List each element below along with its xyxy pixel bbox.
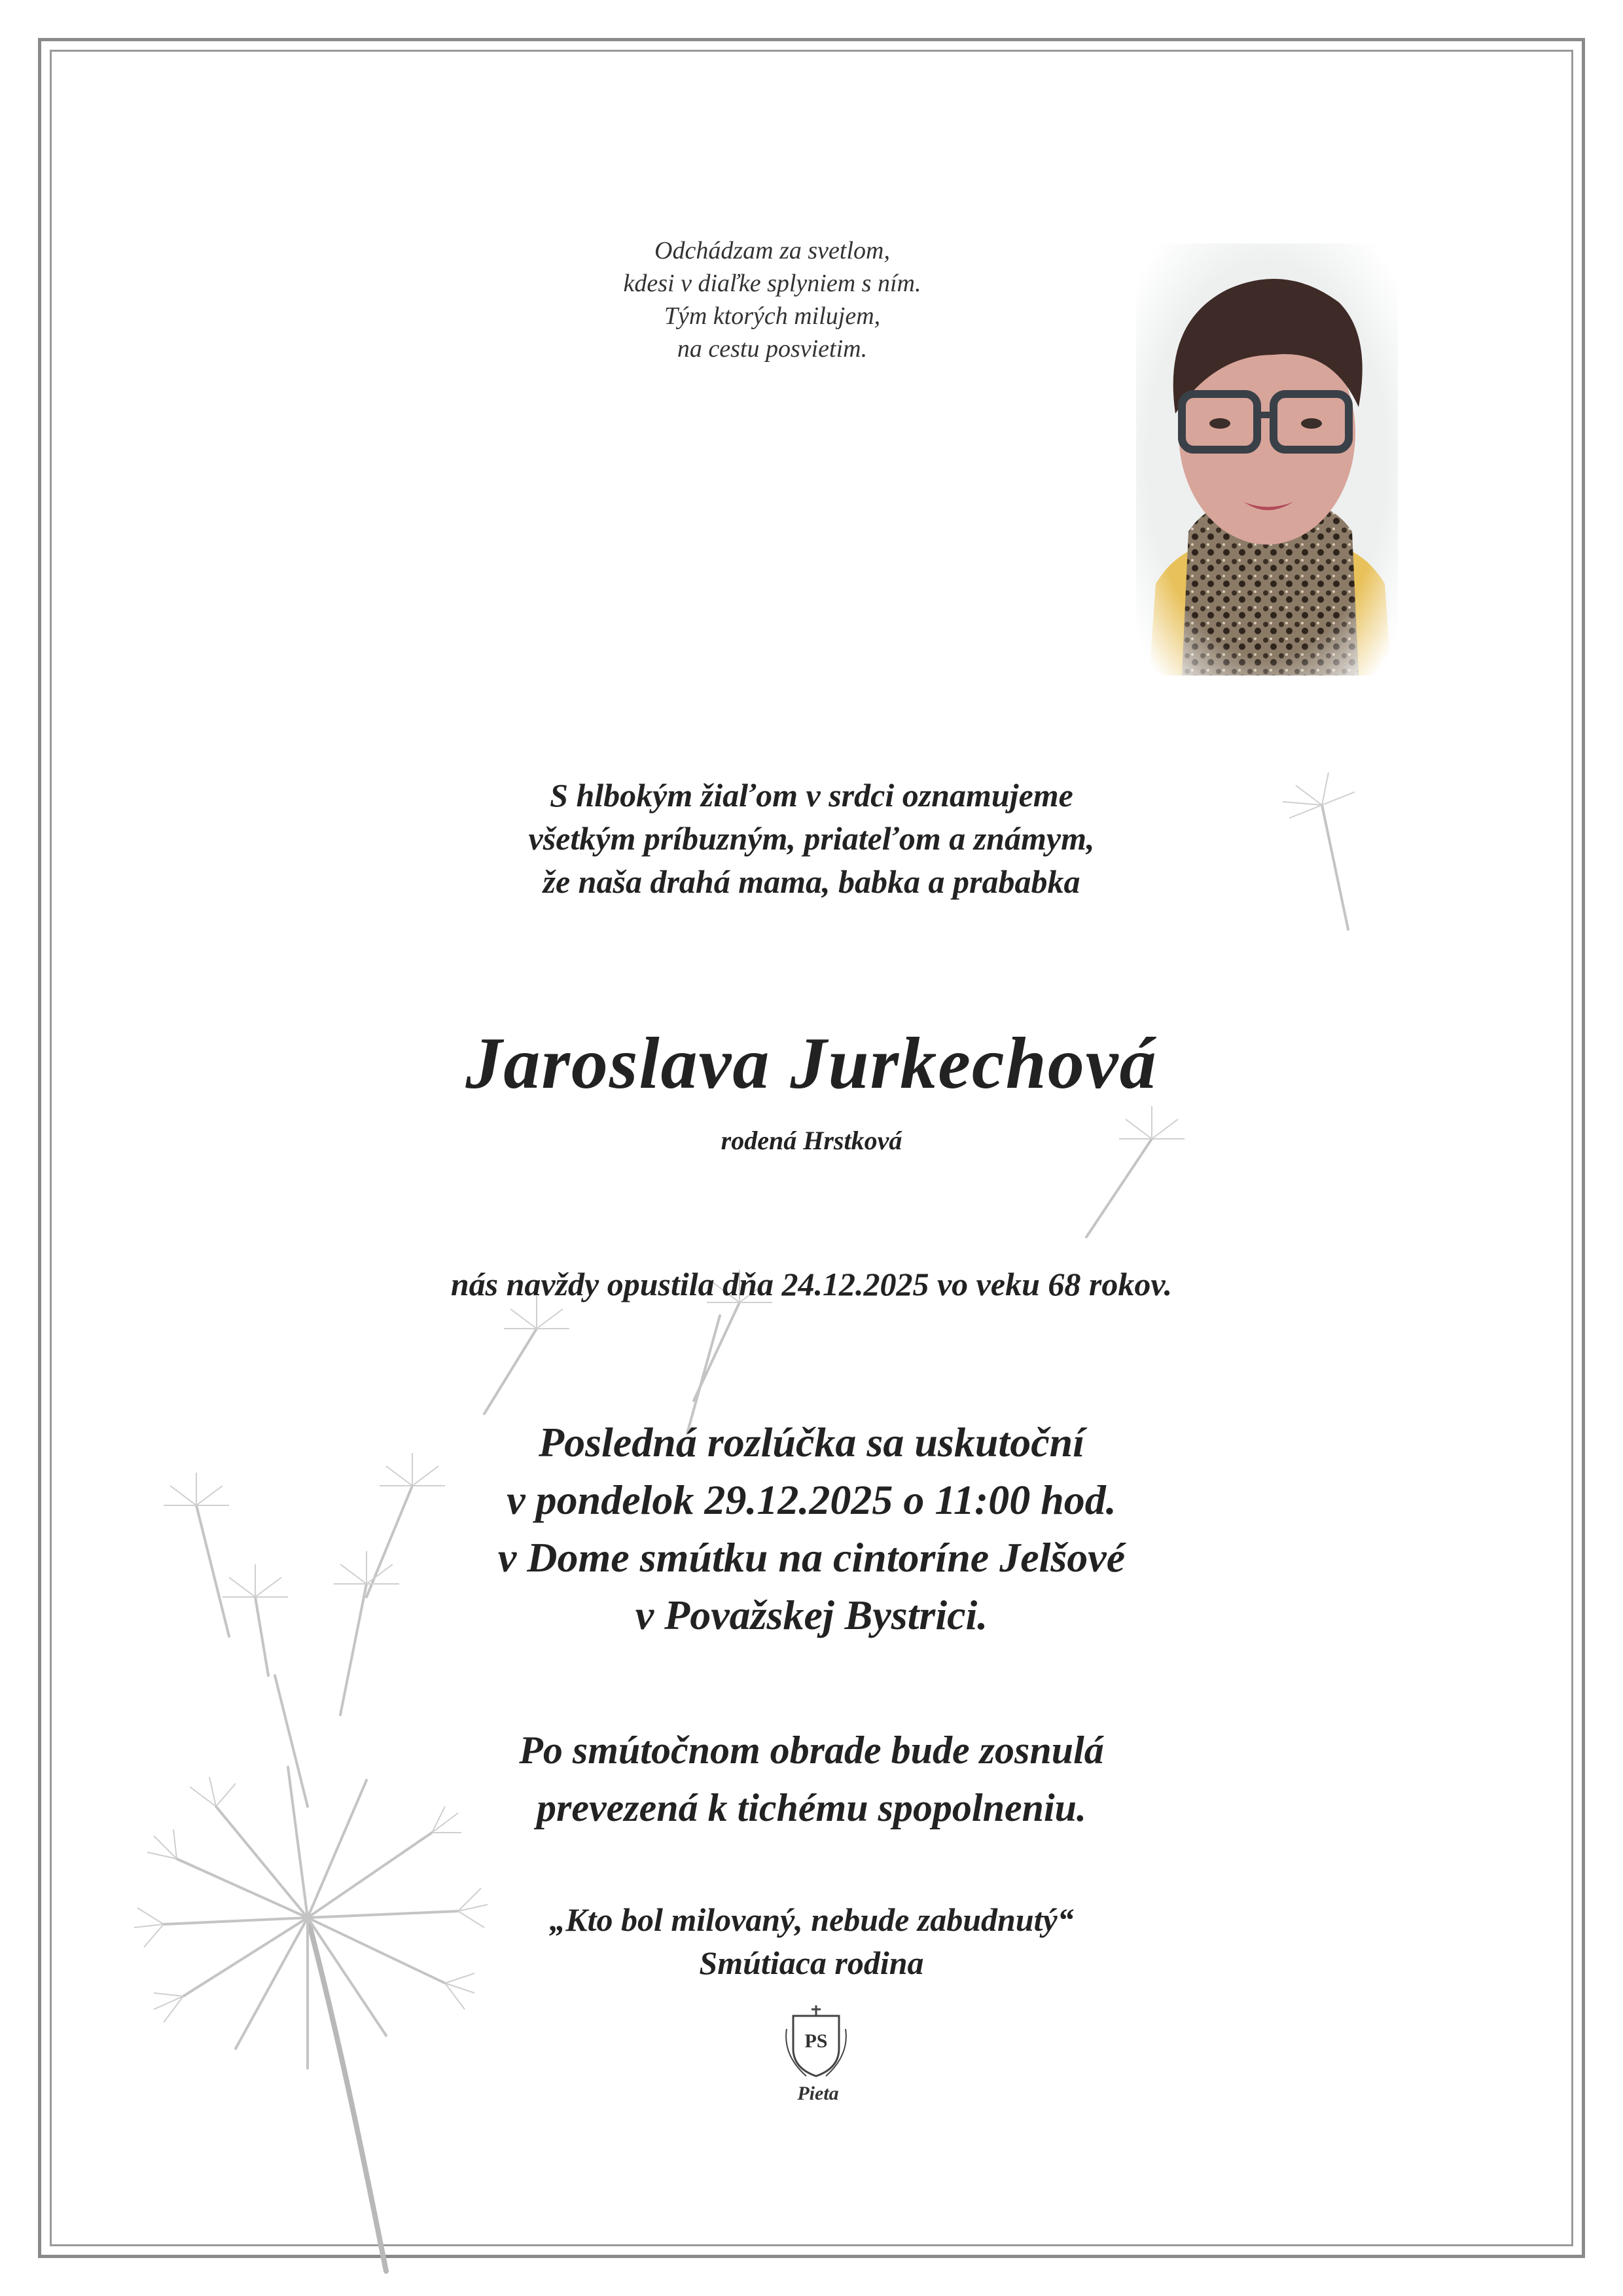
- closing-quote: „Kto bol milovaný, nebude zabudnutý“: [549, 1901, 1074, 1938]
- farewell-line: v Dome smútku na cintoríne Jelšové: [497, 1534, 1126, 1581]
- portrait-photo-icon: [1136, 243, 1398, 675]
- farewell-line: Posledná rozlúčka sa uskutoční: [539, 1419, 1084, 1465]
- announcement-line: všetkým príbuzným, priateľom a známym,: [528, 820, 1095, 857]
- death-line: nás navždy opustila dňa 24.12.2025 vo veku 68 rokov.: [450, 1266, 1173, 1302]
- logo-monogram: PS: [804, 2030, 828, 2052]
- transfer-line: Po smútočnom obrade bude zosnulá: [519, 1729, 1104, 1772]
- transfer-line: prevezená k tichému spopolneniu.: [536, 1786, 1087, 1829]
- pieta-logo-icon: [780, 2003, 852, 2081]
- announcement: [0, 774, 1623, 903]
- poem-line: Odchádzam za svetlom,: [654, 237, 890, 264]
- closing: [0, 1898, 1623, 1984]
- maiden-name: rodená Hrstková: [721, 1126, 902, 1155]
- death-notice: [0, 1263, 1623, 1305]
- poem-line: na cestu posvietim.: [677, 335, 868, 363]
- announcement-line: že naša drahá mama, babka a prababka: [543, 863, 1080, 900]
- poem: [484, 234, 1060, 365]
- farewell-line: v pondelok 29.12.2025 o 11:00 hod.: [507, 1477, 1116, 1523]
- announcement-line: S hlbokým žiaľom v srdci oznamujeme: [550, 777, 1073, 814]
- poem-line: Tým ktorých milujem,: [664, 302, 881, 330]
- portrait-photo: [1136, 243, 1398, 675]
- transfer-info: [0, 1721, 1623, 1837]
- deceased-name: Jaroslava Jurkechová: [465, 1023, 1158, 1104]
- farewell-info: [0, 1414, 1623, 1644]
- poem-line: kdesi v diaľke splyniem s ním.: [623, 270, 921, 297]
- closing-signature: Smútiaca rodina: [699, 1945, 924, 1981]
- logo-name: Pieta: [797, 2083, 839, 2104]
- farewell-line: v Považskej Bystrici.: [635, 1592, 988, 1638]
